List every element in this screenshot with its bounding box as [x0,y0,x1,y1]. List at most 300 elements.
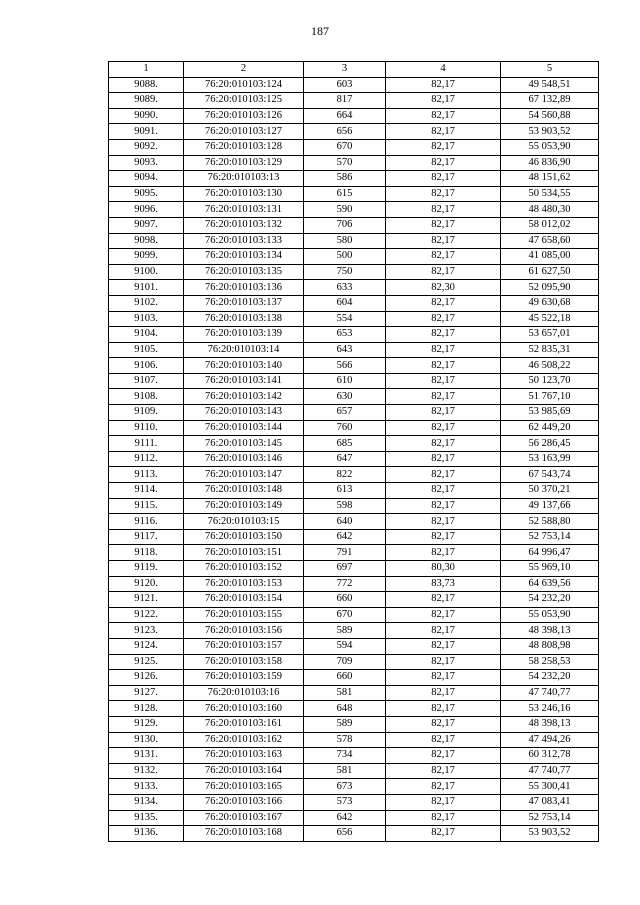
table-row [109,342,599,358]
table-cell: 82,17 [386,202,501,218]
table-cell: 554 [304,311,386,327]
table-cell: 61 627,50 [501,264,599,280]
table-row [109,311,599,327]
table-cell: 82,17 [386,514,501,530]
page-number: 187 [311,24,329,38]
table-cell: 76:20:010103:159 [184,670,304,686]
table-cell: 9121. [109,592,184,608]
table-row [109,545,599,561]
table-cell: 82,30 [386,280,501,296]
table-cell: 9095. [109,186,184,202]
table-cell: 56 286,45 [501,436,599,452]
table-cell: 45 522,18 [501,311,599,327]
table-cell: 76:20:010103:147 [184,467,304,483]
table-cell: 76:20:010103:153 [184,576,304,592]
table-cell: 55 053,90 [501,607,599,623]
table-row [109,748,599,764]
table-cell: 76:20:010103:134 [184,249,304,265]
table-cell: 82,17 [386,763,501,779]
table-cell: 642 [304,810,386,826]
table-cell: 82,17 [386,327,501,343]
table-row [109,498,599,514]
table-row [109,467,599,483]
table-cell: 76:20:010103:155 [184,607,304,623]
table-row [109,77,599,93]
table-row [109,826,599,842]
table-cell: 76:20:010103:161 [184,716,304,732]
table-cell: 760 [304,420,386,436]
table-cell: 82,17 [386,295,501,311]
table-row [109,155,599,171]
table-cell: 76:20:010103:166 [184,794,304,810]
table-row [109,186,599,202]
table-cell: 9094. [109,171,184,187]
table-cell: 598 [304,498,386,514]
table-cell: 817 [304,93,386,109]
table-cell: 82,17 [386,654,501,670]
table-cell: 9112. [109,451,184,467]
table-cell: 9101. [109,280,184,296]
table-cell: 9118. [109,545,184,561]
table-cell: 47 740,77 [501,763,599,779]
table-cell: 9119. [109,561,184,577]
table-cell: 55 300,41 [501,779,599,795]
table-cell: 82,17 [386,545,501,561]
table-cell: 82,17 [386,217,501,233]
table-cell: 82,17 [386,670,501,686]
table-cell: 630 [304,389,386,405]
table-cell: 76:20:010103:154 [184,592,304,608]
table-row [109,420,599,436]
column-header: 5 [501,62,599,78]
table-cell: 52 835,31 [501,342,599,358]
table-cell: 48 480,30 [501,202,599,218]
table-cell: 76:20:010103:124 [184,77,304,93]
table-cell: 610 [304,373,386,389]
table-cell: 640 [304,514,386,530]
table-cell: 50 370,21 [501,483,599,499]
table-cell: 9132. [109,763,184,779]
table-cell: 82,17 [386,748,501,764]
table-cell: 82,17 [386,171,501,187]
table-row [109,794,599,810]
table-cell: 82,17 [386,108,501,124]
table-cell: 9097. [109,217,184,233]
table-cell: 52 095,90 [501,280,599,296]
table-cell: 76:20:010103:126 [184,108,304,124]
table-row [109,670,599,686]
table-cell: 76:20:010103:13 [184,171,304,187]
table-cell: 76:20:010103:156 [184,623,304,639]
table-cell: 49 137,66 [501,498,599,514]
table-cell: 82,17 [386,529,501,545]
table-cell: 9108. [109,389,184,405]
table-cell: 615 [304,186,386,202]
table-cell: 82,17 [386,139,501,155]
table-cell: 653 [304,327,386,343]
table-row [109,280,599,296]
table-cell: 9126. [109,670,184,686]
table-cell: 82,17 [386,716,501,732]
table-cell: 47 658,60 [501,233,599,249]
table-cell: 52 753,14 [501,529,599,545]
table-cell: 9117. [109,529,184,545]
table-cell: 9133. [109,779,184,795]
table-cell: 9122. [109,607,184,623]
table-cell: 82,17 [386,436,501,452]
table-cell: 82,17 [386,342,501,358]
table-row [109,93,599,109]
table-cell: 46 836,90 [501,155,599,171]
table-cell: 670 [304,607,386,623]
table-cell: 67 132,89 [501,93,599,109]
table-cell: 53 657,01 [501,327,599,343]
table-row [109,373,599,389]
table-cell: 9105. [109,342,184,358]
table-cell: 55 969,10 [501,561,599,577]
table-cell: 76:20:010103:149 [184,498,304,514]
table-cell: 9116. [109,514,184,530]
table-cell: 82,17 [386,233,501,249]
table-cell: 76:20:010103:151 [184,545,304,561]
table-cell: 82,17 [386,701,501,717]
table-cell: 697 [304,561,386,577]
table-cell: 500 [304,249,386,265]
table-cell: 9104. [109,327,184,343]
table-cell: 9091. [109,124,184,140]
table-row [109,171,599,187]
table-cell: 82,17 [386,155,501,171]
table-row [109,763,599,779]
table-cell: 9115. [109,498,184,514]
table-row [109,561,599,577]
table-cell: 76:20:010103:125 [184,93,304,109]
table-cell: 9125. [109,654,184,670]
table-cell: 664 [304,108,386,124]
table-cell: 76:20:010103:168 [184,826,304,842]
table-row [109,654,599,670]
table-cell: 734 [304,748,386,764]
table-cell: 82,17 [386,779,501,795]
table-row [109,249,599,265]
table-row [109,607,599,623]
table-cell: 82,17 [386,249,501,265]
table-cell: 9110. [109,420,184,436]
table-cell: 9113. [109,467,184,483]
table-cell: 9093. [109,155,184,171]
table-cell: 76:20:010103:165 [184,779,304,795]
table-row [109,264,599,280]
table-cell: 50 123,70 [501,373,599,389]
table-body [109,77,599,841]
table-cell: 9099. [109,249,184,265]
table-cell: 82,17 [386,124,501,140]
table-header [109,62,599,78]
table-cell: 9124. [109,638,184,654]
table-cell: 76:20:010103:132 [184,217,304,233]
table-row [109,139,599,155]
table-cell: 46 508,22 [501,358,599,374]
table-cell: 613 [304,483,386,499]
table-row [109,623,599,639]
table-cell: 58 258,53 [501,654,599,670]
table-cell: 82,17 [386,467,501,483]
table-cell: 52 753,14 [501,810,599,826]
table-row [109,732,599,748]
table-cell: 82,17 [386,483,501,499]
data-table [108,61,599,842]
table-cell: 660 [304,670,386,686]
table-cell: 82,17 [386,810,501,826]
table-cell: 9103. [109,311,184,327]
table-row [109,202,599,218]
table-cell: 82,17 [386,623,501,639]
table-cell: 82,17 [386,389,501,405]
table-cell: 9096. [109,202,184,218]
table-cell: 76:20:010103:146 [184,451,304,467]
table-cell: 76:20:010103:150 [184,529,304,545]
table-cell: 9136. [109,826,184,842]
table-cell: 603 [304,77,386,93]
table-cell: 9134. [109,794,184,810]
table-cell: 9129. [109,716,184,732]
table-row [109,529,599,545]
table-cell: 58 012,02 [501,217,599,233]
table-cell: 76:20:010103:130 [184,186,304,202]
table-cell: 9106. [109,358,184,374]
table-cell: 76:20:010103:152 [184,561,304,577]
table-cell: 647 [304,451,386,467]
table-cell: 76:20:010103:141 [184,373,304,389]
table-cell: 76:20:010103:144 [184,420,304,436]
table-cell: 648 [304,701,386,717]
table-cell: 589 [304,623,386,639]
table-cell: 52 588,80 [501,514,599,530]
table-cell: 673 [304,779,386,795]
table-cell: 48 398,13 [501,623,599,639]
table-cell: 656 [304,826,386,842]
table-row [109,124,599,140]
table-cell: 76:20:010103:16 [184,685,304,701]
table-cell: 76:20:010103:14 [184,342,304,358]
table-cell: 76:20:010103:164 [184,763,304,779]
table-cell: 594 [304,638,386,654]
table-cell: 76:20:010103:136 [184,280,304,296]
table-cell: 53 903,52 [501,124,599,140]
table-cell: 642 [304,529,386,545]
table-row [109,108,599,124]
table-cell: 82,17 [386,451,501,467]
table-cell: 54 560,88 [501,108,599,124]
column-header: 2 [184,62,304,78]
table-cell: 581 [304,685,386,701]
table-cell: 82,17 [386,826,501,842]
table-cell: 660 [304,592,386,608]
table-cell: 76:20:010103:137 [184,295,304,311]
table-cell: 47 494,26 [501,732,599,748]
column-header: 4 [386,62,501,78]
table-cell: 49 630,68 [501,295,599,311]
table-row [109,685,599,701]
table-cell: 76:20:010103:158 [184,654,304,670]
table-cell: 76:20:010103:127 [184,124,304,140]
table-row [109,295,599,311]
table-cell: 791 [304,545,386,561]
table-cell: 47 740,77 [501,685,599,701]
table-cell: 706 [304,217,386,233]
table-cell: 9135. [109,810,184,826]
table-cell: 82,17 [386,358,501,374]
table-cell: 54 232,20 [501,592,599,608]
table-cell: 54 232,20 [501,670,599,686]
table-cell: 48 398,13 [501,716,599,732]
table-cell: 41 085,00 [501,249,599,265]
table-cell: 82,17 [386,373,501,389]
table-cell: 76:20:010103:167 [184,810,304,826]
table-row [109,405,599,421]
table-cell: 60 312,78 [501,748,599,764]
table-cell: 822 [304,467,386,483]
table-cell: 82,17 [386,405,501,421]
table-row [109,217,599,233]
table-cell: 76:20:010103:128 [184,139,304,155]
table-cell: 76:20:010103:145 [184,436,304,452]
table-cell: 9114. [109,483,184,499]
table-cell: 9131. [109,748,184,764]
table-cell: 64 996,47 [501,545,599,561]
table-cell: 581 [304,763,386,779]
table-cell: 64 639,56 [501,576,599,592]
table-cell: 9102. [109,295,184,311]
table-cell: 50 534,55 [501,186,599,202]
table-cell: 76:20:010103:162 [184,732,304,748]
table-cell: 82,17 [386,186,501,202]
table-cell: 586 [304,171,386,187]
table-cell: 76:20:010103:131 [184,202,304,218]
table-header-row [109,62,599,78]
table-cell: 9107. [109,373,184,389]
table-cell: 573 [304,794,386,810]
table-row [109,638,599,654]
table-cell: 9089. [109,93,184,109]
table-cell: 82,17 [386,685,501,701]
table-cell: 82,17 [386,77,501,93]
table-cell: 76:20:010103:135 [184,264,304,280]
table-cell: 82,17 [386,592,501,608]
table-cell: 82,17 [386,794,501,810]
table-cell: 82,17 [386,93,501,109]
table-cell: 76:20:010103:133 [184,233,304,249]
table-cell: 62 449,20 [501,420,599,436]
table-cell: 9111. [109,436,184,452]
table-cell: 570 [304,155,386,171]
table-cell: 580 [304,233,386,249]
table-cell: 657 [304,405,386,421]
table-cell: 772 [304,576,386,592]
table-cell: 9120. [109,576,184,592]
table-cell: 566 [304,358,386,374]
column-header: 3 [304,62,386,78]
table-cell: 48 808,98 [501,638,599,654]
table-cell: 82,17 [386,311,501,327]
table-cell: 76:20:010103:138 [184,311,304,327]
table-row [109,389,599,405]
table-cell: 76:20:010103:139 [184,327,304,343]
table-cell: 9109. [109,405,184,421]
table-cell: 685 [304,436,386,452]
column-header: 1 [109,62,184,78]
table-cell: 55 053,90 [501,139,599,155]
table-row [109,451,599,467]
table-cell: 643 [304,342,386,358]
table-cell: 9127. [109,685,184,701]
table-cell: 9098. [109,233,184,249]
table-cell: 82,17 [386,638,501,654]
table-cell: 9130. [109,732,184,748]
table-cell: 633 [304,280,386,296]
table-cell: 9088. [109,77,184,93]
table-cell: 9123. [109,623,184,639]
table-cell: 82,17 [386,498,501,514]
table-cell: 53 163,99 [501,451,599,467]
table-row [109,233,599,249]
table-cell: 48 151,62 [501,171,599,187]
table-cell: 76:20:010103:129 [184,155,304,171]
table-cell: 9090. [109,108,184,124]
table-row [109,514,599,530]
table-cell: 53 985,69 [501,405,599,421]
table-cell: 83,73 [386,576,501,592]
table-cell: 656 [304,124,386,140]
table-row [109,810,599,826]
table-cell: 76:20:010103:15 [184,514,304,530]
table-cell: 80,30 [386,561,501,577]
table-cell: 670 [304,139,386,155]
table-row [109,483,599,499]
table-cell: 53 903,52 [501,826,599,842]
table-row [109,592,599,608]
table-cell: 53 246,16 [501,701,599,717]
table-cell: 82,17 [386,420,501,436]
table-cell: 9100. [109,264,184,280]
table-row [109,779,599,795]
table-cell: 67 543,74 [501,467,599,483]
table-cell: 76:20:010103:148 [184,483,304,499]
table-row [109,436,599,452]
table-row [109,701,599,717]
table-cell: 9092. [109,139,184,155]
table-cell: 9128. [109,701,184,717]
table-cell: 589 [304,716,386,732]
table-cell: 76:20:010103:142 [184,389,304,405]
table-cell: 49 548,51 [501,77,599,93]
table-cell: 51 767,10 [501,389,599,405]
table-cell: 76:20:010103:140 [184,358,304,374]
table-cell: 590 [304,202,386,218]
table-row [109,358,599,374]
table-cell: 76:20:010103:143 [184,405,304,421]
table-cell: 82,17 [386,264,501,280]
table-row [109,576,599,592]
table-cell: 82,17 [386,607,501,623]
table-cell: 604 [304,295,386,311]
table-cell: 750 [304,264,386,280]
table-cell: 709 [304,654,386,670]
table-row [109,716,599,732]
table-cell: 76:20:010103:163 [184,748,304,764]
table-cell: 76:20:010103:160 [184,701,304,717]
table-cell: 578 [304,732,386,748]
